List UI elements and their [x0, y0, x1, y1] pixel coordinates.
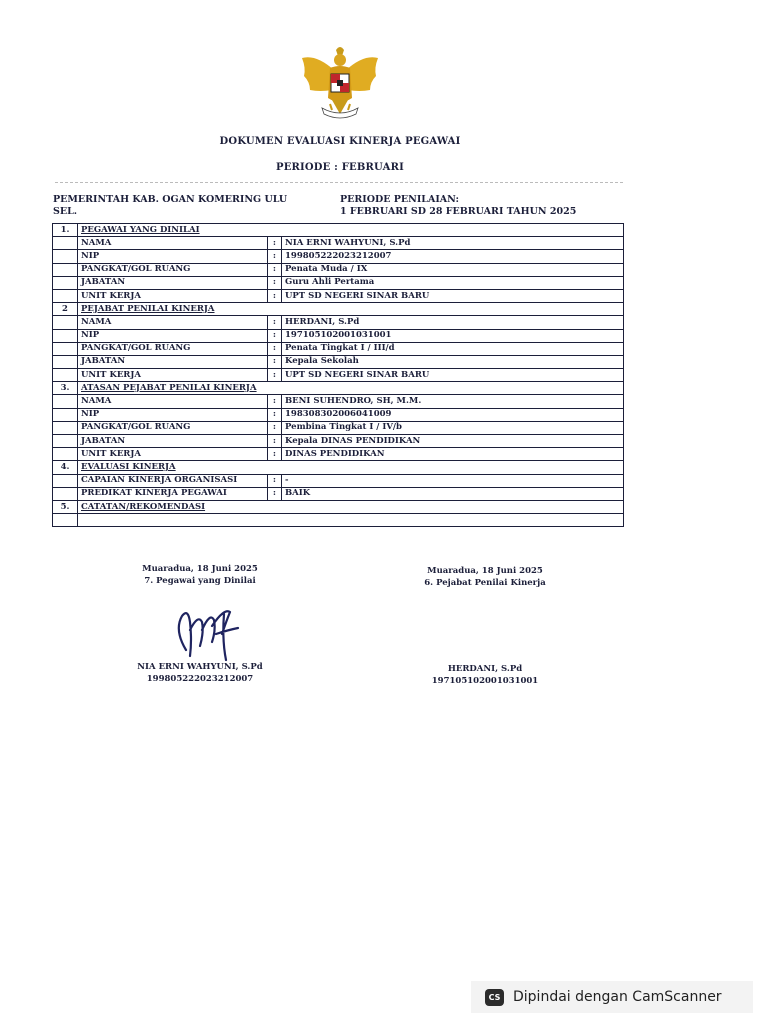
document-title: DOKUMEN EVALUASI KINERJA PEGAWAI: [219, 136, 461, 147]
employer-block: [53, 194, 323, 218]
field-label: PANGKAT/GOL RUANG: [78, 421, 268, 434]
colon: :: [268, 408, 282, 421]
field-value: Pembina Tingkat I / IV/b: [282, 421, 624, 434]
table-row: [53, 448, 624, 461]
place-date: Muaradua, 18 Juni 2025: [427, 566, 543, 576]
signer-name: HERDANI, S.Pd: [447, 664, 523, 674]
colon: :: [268, 355, 282, 368]
garuda-emblem-icon: [296, 44, 384, 124]
colon: :: [268, 435, 282, 448]
colon: :: [268, 263, 282, 276]
assessment-period-label: PERIODE PENILAIAN:: [340, 194, 460, 205]
camscanner-text: Dipindai dengan CamScanner: [513, 989, 722, 1005]
section-number: 1.: [53, 224, 78, 237]
field-label: UNIT KERJA: [78, 448, 268, 461]
section-number: 4.: [53, 461, 78, 474]
section-number: 3.: [53, 382, 78, 395]
signature-block-right: [385, 565, 585, 589]
period-title: PERIODE : FEBRUARI: [275, 162, 405, 173]
colon: :: [268, 369, 282, 382]
field-value: 197105102001031001: [282, 329, 624, 342]
field-label: PREDIKAT KINERJA PEGAWAI: [78, 487, 268, 500]
colon: :: [268, 395, 282, 408]
table-row: [53, 408, 624, 421]
field-value: -: [282, 474, 624, 487]
colon: :: [268, 487, 282, 500]
field-label: JABATAN: [78, 276, 268, 289]
field-label: UNIT KERJA: [78, 289, 268, 302]
table-row: [53, 237, 624, 250]
colon: :: [268, 250, 282, 263]
employer-line-2: SEL.: [53, 206, 78, 217]
table-row: [53, 316, 624, 329]
field-value: Penata Tingkat I / III/d: [282, 342, 624, 355]
field-label: PANGKAT/GOL RUANG: [78, 342, 268, 355]
field-label: JABATAN: [78, 355, 268, 368]
field-value: Kepala DINAS PENDIDIKAN: [282, 435, 624, 448]
section-number: 5.: [53, 500, 78, 513]
colon: :: [268, 342, 282, 355]
table-row: [53, 329, 624, 342]
field-label: PANGKAT/GOL RUANG: [78, 263, 268, 276]
signer-nip: 197105102001031001: [431, 676, 539, 686]
colon: :: [268, 421, 282, 434]
notes-cell: [78, 514, 624, 527]
table-row: [53, 250, 624, 263]
field-label: NAMA: [78, 237, 268, 250]
signer-nip: 199805222023212007: [146, 674, 254, 684]
field-label: UNIT KERJA: [78, 369, 268, 382]
field-value: Guru Ahli Pertama: [282, 276, 624, 289]
place-date: Muaradua, 18 Juni 2025: [142, 564, 258, 574]
colon: :: [268, 237, 282, 250]
section-header-row: [53, 500, 624, 513]
camscanner-logo-icon: CS: [485, 989, 504, 1006]
section-title: PEJABAT PENILAI KINERJA: [78, 303, 624, 316]
table-row: [53, 276, 624, 289]
table-row: [53, 474, 624, 487]
section-title: PEGAWAI YANG DINILAI: [78, 224, 624, 237]
signer-right-identity: [385, 663, 585, 687]
section-header-row: [53, 224, 624, 237]
field-value: DINAS PENDIDIKAN: [282, 448, 624, 461]
notes-row: [53, 514, 624, 527]
table-row: [53, 355, 624, 368]
table-row: [53, 263, 624, 276]
colon: :: [268, 276, 282, 289]
evaluation-table: [52, 223, 624, 527]
signer-role: 6. Pejabat Penilai Kinerja: [424, 578, 546, 588]
field-label: NAMA: [78, 316, 268, 329]
camscanner-watermark: [471, 981, 753, 1013]
table-row: [53, 369, 624, 382]
field-value: BENI SUHENDRO, SH, M.M.: [282, 395, 624, 408]
signature-block-left: [100, 563, 300, 587]
field-label: CAPAIAN KINERJA ORGANISASI: [78, 474, 268, 487]
signer-left-identity: [100, 661, 300, 685]
section-header-row: [53, 382, 624, 395]
assessment-period-block: [340, 194, 630, 218]
table-row: [53, 487, 624, 500]
employer-line-1: PEMERINTAH KAB. OGAN KOMERING ULU: [53, 194, 288, 205]
field-label: NIP: [78, 250, 268, 263]
colon: :: [268, 289, 282, 302]
table-row: [53, 289, 624, 302]
field-value: NIA ERNI WAHYUNI, S.Pd: [282, 237, 624, 250]
section-title: ATASAN PEJABAT PENILAI KINERJA: [78, 382, 624, 395]
table-row: [53, 435, 624, 448]
handwritten-signature-icon: [168, 600, 242, 662]
colon: :: [268, 448, 282, 461]
signer-role: 7. Pegawai yang Dinilai: [144, 576, 256, 586]
section-title: EVALUASI KINERJA: [78, 461, 624, 474]
signer-name: NIA ERNI WAHYUNI, S.Pd: [137, 662, 263, 672]
divider: [55, 182, 623, 183]
field-value: Penata Muda / IX: [282, 263, 624, 276]
field-value: UPT SD NEGERI SINAR BARU: [282, 289, 624, 302]
table-row: [53, 421, 624, 434]
field-label: NIP: [78, 408, 268, 421]
field-value: UPT SD NEGERI SINAR BARU: [282, 369, 624, 382]
colon: :: [268, 474, 282, 487]
assessment-period-value: 1 FEBRUARI SD 28 FEBRUARI TAHUN 2025: [340, 206, 577, 217]
table-row: [53, 342, 624, 355]
colon: :: [268, 316, 282, 329]
table-row: [53, 395, 624, 408]
field-label: NAMA: [78, 395, 268, 408]
field-label: JABATAN: [78, 435, 268, 448]
section-header-row: [53, 461, 624, 474]
field-value: 198308302006041009: [282, 408, 624, 421]
field-value: HERDANI, S.Pd: [282, 316, 624, 329]
section-title: CATATAN/REKOMENDASI: [78, 500, 624, 513]
colon: :: [268, 329, 282, 342]
field-label: NIP: [78, 329, 268, 342]
section-header-row: [53, 303, 624, 316]
field-value: 199805222023212007: [282, 250, 624, 263]
field-value: BAIK: [282, 487, 624, 500]
field-value: Kepala Sekolah: [282, 355, 624, 368]
section-number: 2: [53, 303, 78, 316]
